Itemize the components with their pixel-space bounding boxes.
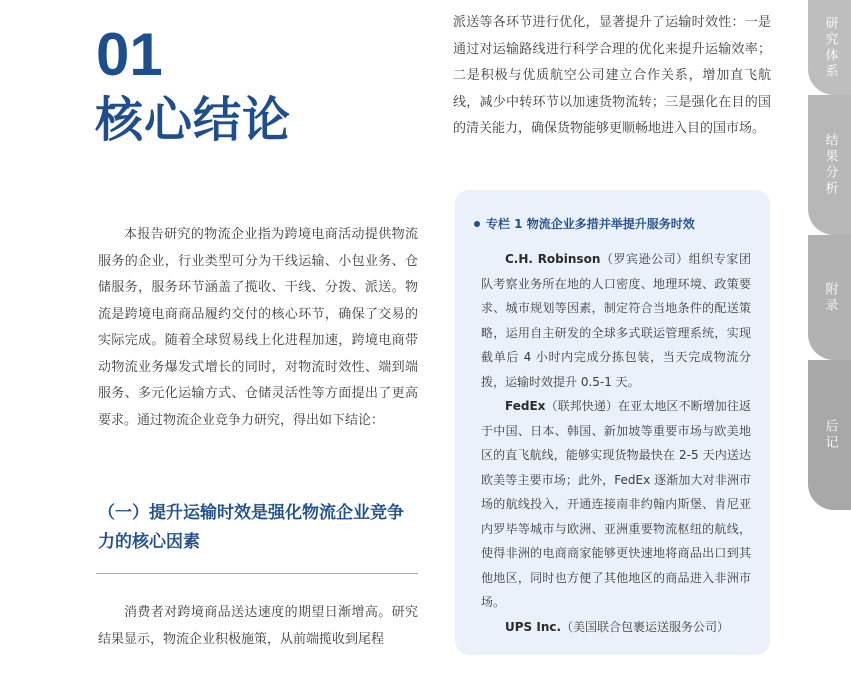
intro-paragraph: 本报告研究的物流企业指为跨境电商活动提供物流服务的企业，行业类型可分为干线运输、小包业务、仓储服务，服务环节涵盖了揽收、干线、分拨、派送。物流是跨境电商商品履约交付的核心环节，确保了交易的实际完成。随着全球贸易线上化进程加速，跨境电商带动物流业务爆发式增长的同时，对物流时效性、端到端服务、多元化运输方式、仓储灵活性等方面提出了更高要求。通过物流企业竞争力研究，得出如下结论： [98,227,418,428]
nav-tab-label: 后记 [822,419,838,451]
nav-tab-research-system[interactable] [808,0,851,95]
box-entry [481,247,751,394]
box-title-text: 专栏 1 物流企业多措并举提升服务时效 [486,217,695,231]
nav-tab-afterword[interactable] [808,360,851,510]
section-heading: （一）提升运输时效是强化物流企业竞争力的核心因素 [98,503,404,552]
section-divider [96,573,418,574]
company-text: （美国联合包裹运送服务公司） [561,619,730,634]
nav-tab-label: 研究体系 [822,15,838,80]
company-name: FedEx [505,399,546,413]
intro-section [98,222,418,434]
bullet-icon [474,221,480,227]
company-text: （罗宾逊公司）组织专家团队考察业务所在地的人口密度、地理环境、政策要求、城市规划等因素，制定符合当地条件的配送策略，运用自主研发的全球多式联运管理系统，实现截单后 4 小时内完成分拣包装，当天完成物流分拨，运输时效提升 0.5-1 天。 [481,252,751,389]
company-name: C.H. Robinson [505,252,601,266]
box-title [474,214,764,234]
right-column-paragraph: 派送等各环节进行优化，显著提升了运输时效性：一是通过对运输路线进行科学合理的优化来提升运输效率；二是积极与优质航空公司建立合作关系，增加直飞航线，减少中转环节以加速货物流转；三是强化在目的国的清关能力，确保货物能够更顺畅地进入目的国市场。 [453,15,771,136]
nav-tab-appendix[interactable] [808,235,851,360]
chapter-number: 01 [96,21,163,88]
nav-tab-results-analysis[interactable] [808,95,851,235]
nav-tab-label: 附录 [822,281,838,314]
right-column [453,10,771,143]
company-name: UPS Inc. [505,619,562,634]
box-body [481,247,751,639]
nav-tab-label: 结果分析 [822,133,838,197]
chapter-title: 核心结论 [95,92,292,148]
section-paragraph: 消费者对跨境商品送达速度的期望日渐增高。研究结果显示，物流企业积极施策，从前端揽收到尾程 [98,605,418,647]
section-body [98,600,418,653]
chapter-nav-sidebar [808,0,851,673]
box-entry [481,394,751,615]
box-entry [481,615,751,640]
company-text: （联邦快递）在亚太地区不断增加往返于中国、日本、韩国、新加坡等重要市场与欧美地区的直飞航线，能够实现货物最快在 2-5 天内送达欧美等主要市场；此外，FedEx 逐渐加大对非洲市场的航线投入，开通连接南非约翰内斯堡、肯尼亚内罗毕等城市与欧洲、亚洲重要物流枢纽的航线，使得非洲的电商商家能够更快速地将商品出口到其他地区，同时也方便了其他地区的商品进入非洲市场。 [481,399,751,609]
